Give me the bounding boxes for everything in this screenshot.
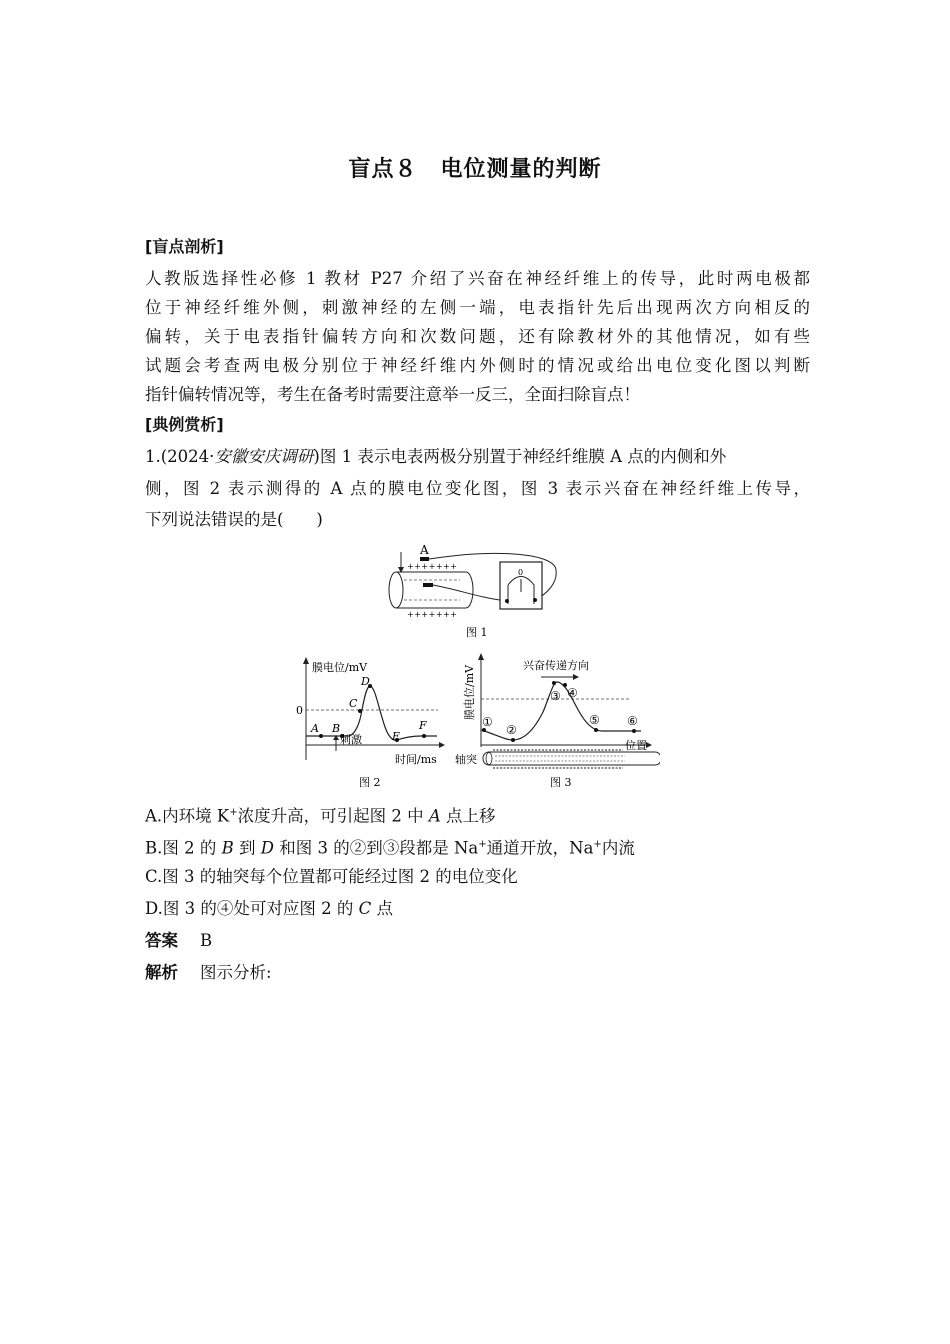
fig3-point-6 [632,729,636,733]
question-line-1 [145,442,810,471]
plus-bottom: +++++++ [407,610,458,619]
fig2-label-d: D [361,675,370,688]
question-source: 安徽安庆调研 [214,447,314,466]
analysis-line-5: 指针偏转情况等，考生在备考时需要注意举一反三，全面扫除盲点！ [145,385,640,404]
option-b-italic-2: D [260,838,274,858]
figure-1-caption: 图 1 [466,626,488,639]
option-b-text-3: 和图 3 的②到③段都是 Na [273,838,479,858]
wire-inner [433,585,507,601]
answer-value: B [200,931,213,950]
option-a-italic: A [428,806,441,826]
fig3-label-3: ③ [550,689,561,703]
fig2-y-arrow [303,657,309,664]
option-a-sup: + [229,807,238,818]
section-heading-analysis: [盲点剖析] [145,237,224,256]
fiber-right-end [466,572,473,608]
option-b-text-5: 内流 [601,838,635,858]
fig3-label-1: ① [482,715,493,729]
fig3-point-3 [552,681,556,685]
meter-zero: 0 [518,568,524,577]
fig3-y-arrow [478,653,484,660]
option-d-text-2: 点 [371,899,393,918]
fig2-label-e: E [392,730,401,743]
fig2-label-f: F [419,719,427,732]
fig2-point-f [422,734,426,738]
explanation-line [145,958,810,987]
question-number: 1.(2024· [145,447,215,466]
answer-label: 答案 [145,931,178,950]
fig3-potential-curve [481,682,641,740]
answer-line [145,926,810,955]
option-a-text-1: A.内环境 K [145,806,230,826]
question-line-2: 侧，图 2 表示测得的 A 点的膜电位变化图，图 3 表示兴奋在神经纤维上传导， [145,479,810,498]
explanation-label: 解析 [145,963,178,982]
figure-1 [380,540,580,645]
fig3-label-6: ⑥ [627,714,638,728]
fig2-point-a [319,734,323,738]
analysis-line-2: 位于神经纤维外侧，刺激神经的左侧一端，电表指针先后出现两次方向相反的 [145,298,810,317]
fig3-label-2: ② [506,723,517,737]
figure-3-caption: 图 3 [550,776,572,789]
fig2-point-c [358,709,362,713]
fig2-label-c: C [349,697,358,710]
fig3-direction-arrow-head [573,674,579,680]
fig2-stim-label: 刺激 [340,733,362,746]
option-b-text-1: B.图 2 的 [145,838,222,858]
figure-3 [455,652,660,792]
option-a [145,798,810,831]
option-d [145,894,810,923]
option-b-sup-2: + [593,839,602,850]
meter-terminal-right [533,598,537,602]
fig2-zero: 0 [296,704,303,717]
fig2-potential-curve [306,686,437,740]
fig3-label-5: ⑤ [589,713,600,727]
analysis-line-4: 试题会考查两电极分别位于神经纤维内外侧时的情况或给出电位变化图以判断 [145,356,810,375]
fig3-direction-label: 兴奋传递方向 [523,659,589,672]
fig3-axon-label: 轴突 [455,753,477,766]
fig3-x-label: 位置 [625,739,647,752]
figure-2-caption: 图 2 [359,776,381,789]
analysis-line-1: 人教版选择性必修 1 教材 P27 介绍了兴奋在神经纤维上的传导，此时两电极都 [145,269,810,288]
fig3-axon-end [486,753,492,765]
option-d-italic: C [358,899,372,918]
fig3-label-4: ④ [567,686,578,700]
explanation-text: 图示分析: [200,963,272,982]
fig3-point-5 [594,728,598,732]
analysis-line-3: 偏转，关于电表指针偏转方向和次数问题，还有除教材外的其他情况，如有些 [145,327,810,346]
fig3-point-2 [511,738,515,742]
option-b-text-2: 到 [233,838,261,858]
fig2-label-b: B [332,722,341,735]
option-c: C.图 3 的轴突每个位置都可能经过图 2 的电位变化 [145,867,518,886]
fig3-y-label: 膜电位/mV [463,664,476,720]
question-text-1: )图 1 表示电表两极分别置于神经纤维膜 A 点的内侧和外 [313,447,727,466]
option-b-text-4: 通道开放，Na [486,838,594,858]
fig2-x-arrow [439,742,445,748]
option-b-sup-1: + [478,839,487,850]
fig2-x-label: 时间/ms [395,753,437,766]
fig3-axon [483,752,660,765]
option-a-text-2: 浓度升高，可引起图 2 中 [237,806,429,826]
inner-electrode [423,583,433,587]
question-line-3: 下列说法错误的是( ) [145,510,323,529]
outer-electrode [420,557,429,561]
meter-terminal-left [505,599,509,603]
section-heading-example: [典例赏析] [145,415,224,434]
option-d-text-1: D.图 3 的④处可对应图 2 的 [145,899,359,918]
fig2-label-a: A [311,722,319,735]
fiber-left-end [389,572,403,608]
page-title: 盲点８ 电位测量的判断 [348,157,602,182]
fig2-y-label: 膜电位/mV [312,661,368,674]
plus-top: +++++++ [407,562,458,571]
figure-2 [293,655,448,790]
option-a-text-3: 点上移 [440,806,496,826]
option-b-italic-1: B [221,838,234,858]
point-a-label: A [420,543,429,557]
option-b [145,830,810,863]
